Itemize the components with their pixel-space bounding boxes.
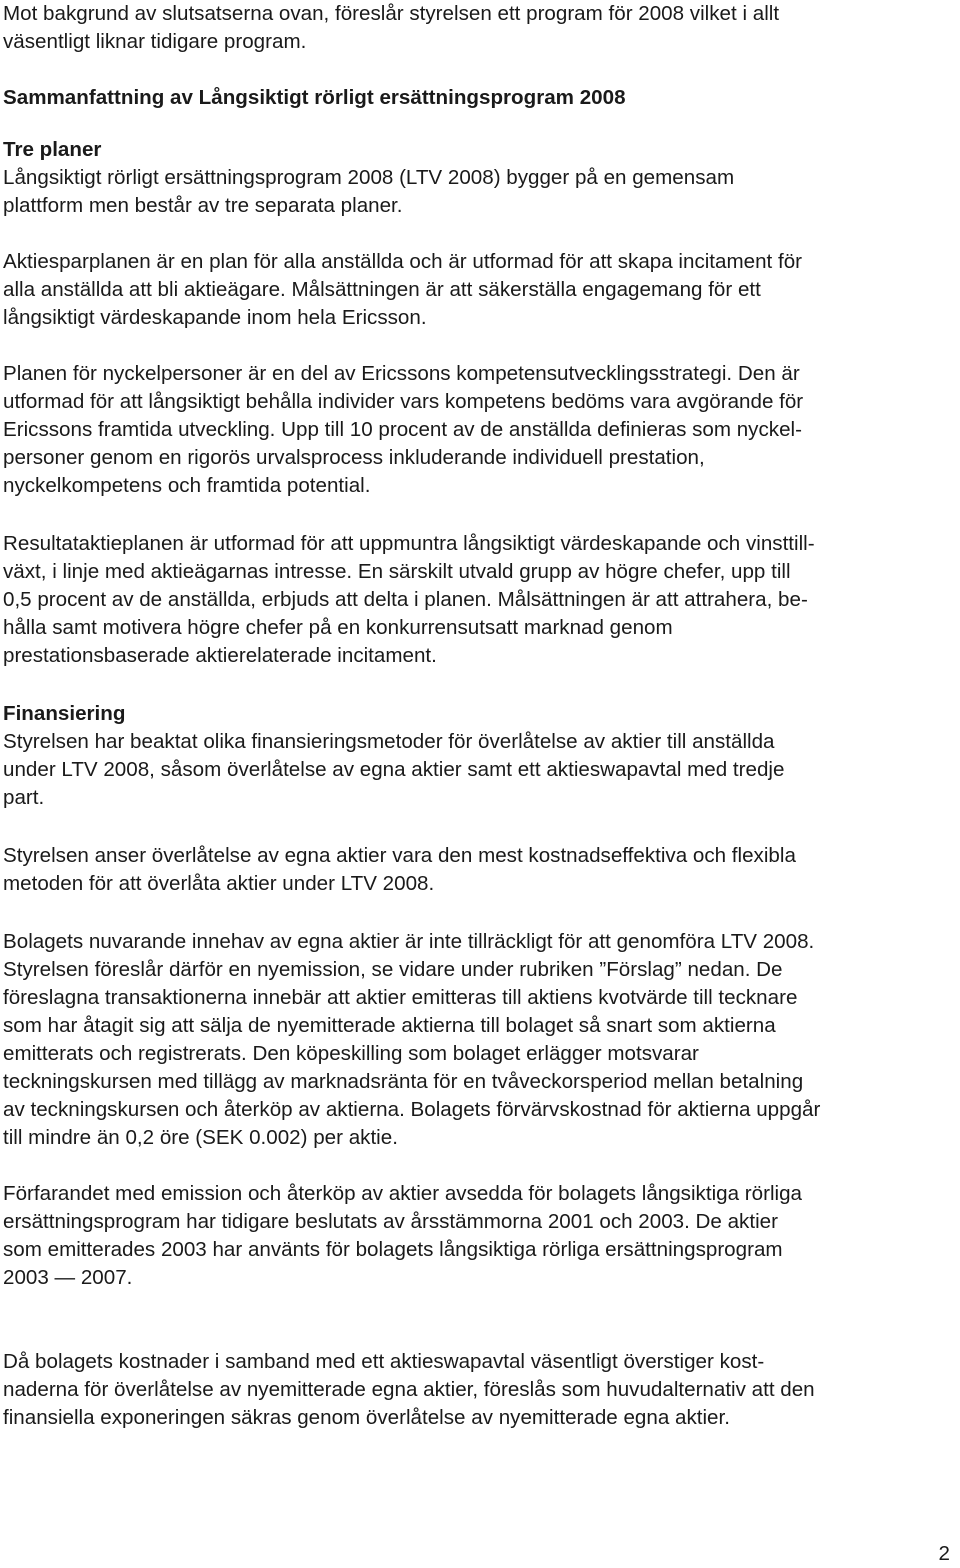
intro-paragraph: Mot bakgrund av slutsatserna ovan, föreslår styrelsen ett program för 2008 vilket i allt väsentligt liknar tidigare program. [3, 2, 780, 53]
innehav-paragraph: Bolagets nuvarande innehav av egna aktier är inte tillräckligt för att genomföra LTV 2008. Styrelsen föreslår därför en nyemission, se vidare under rubriken ”Förslag” nedan. De föreslagna transaktionerna innebär att aktier emitteras till aktiens kvotvärde till tecknare som har åtagit sig att sälja de nyemitterade aktierna till bolaget så snart som aktierna emitterats och registrerats. Den köpeskilling som bolaget erlägger motsvarar teckningskursen med tillägg av marknadsränta för en tvåveckorsperiod mellan betalning av teckningskursen och återköp av aktierna. Bolagets förvärvskostnad för aktierna uppgår till mindre än 0,2 öre (SEK 0.002) per aktie. [3, 930, 821, 1149]
finansiering-paragraph: Styrelsen har beaktat olika finansieringsmetoder för överlåtelse av aktier till anställda under LTV 2008, såsom överlåtelse av egna aktier samt ett aktieswapavtal med tredje part. [3, 730, 785, 809]
aktieswapavtal-paragraph: Då bolagets kostnader i samband med ett aktieswapavtal väsentligt överstiger kost- naderna för överlåtelse av nyemitterade egna aktier, föreslås som huvudalternativ att den finansiella exponeringen säkras genom överlåtelse av nyemitterade egna aktier. [3, 1350, 815, 1429]
forfarandet-paragraph: Förfarandet med emission och återköp av aktier avsedda för bolagets långsiktiga rörliga ersättningsprogram har tidigare beslutats av årsstämmorna 2001 och 2003. De aktier som emitterades 2003 har använts för bolagets långsiktiga rörliga ersättningsprogram 2003 — 2007. [3, 1182, 803, 1289]
finansiering-heading: Finansiering [3, 702, 126, 725]
document-page [3, 0, 958, 1432]
kostnadseffektiva-paragraph: Styrelsen anser överlåtelse av egna aktier vara den mest kostnadseffektiva och flexibla metoden för att överlåta aktier under LTV 2008. [3, 844, 796, 895]
page-number: 2 [938, 1542, 950, 1565]
summary-heading: Sammanfattning av Långsiktigt rörligt ersättningsprogram 2008 [3, 86, 626, 109]
plans-paragraph: Långsiktigt rörligt ersättningsprogram 2008 (LTV 2008) bygger på en gemensam plattform men består av tre separata planer. [3, 166, 735, 217]
plans-heading: Tre planer [3, 138, 102, 161]
nyckelpersoner-paragraph: Planen för nyckelpersoner är en del av Ericssons kompetensutvecklingsstrategi. Den är utformad för att långsiktigt behålla individer vars kompetens bedöms vara avgörande för Ericssons framtida utveckling. Upp till 10 procent av de anställda definieras som nyckel- personer genom en rigorös urvalsprocess inkluderande individuell prestation, nyckelkompetens och framtida potential. [3, 362, 804, 497]
resultataktieplanen-paragraph: Resultataktieplanen är utformad för att uppmuntra långsiktigt värdeskapande och vinsttill- växt, i linje med aktieägarnas intresse. En särskilt utvald grupp av högre chefer, upp till 0,5 procent av de anställda, erbjuds att delta i planen. Målsättningen är att attrahera, be- hålla samt motivera högre chefer på en konkurrensutsatt marknad genom prestationsbaserade aktierelaterade incitament. [3, 532, 815, 667]
aktiesparplanen-paragraph: Aktiesparplanen är en plan för alla anställda och är utformad för att skapa incitament för alla anställda att bli aktieägare. Målsättningen är att säkerställa engagemang för ett långsiktigt värdeskapande inom hela Ericsson. [3, 250, 803, 329]
